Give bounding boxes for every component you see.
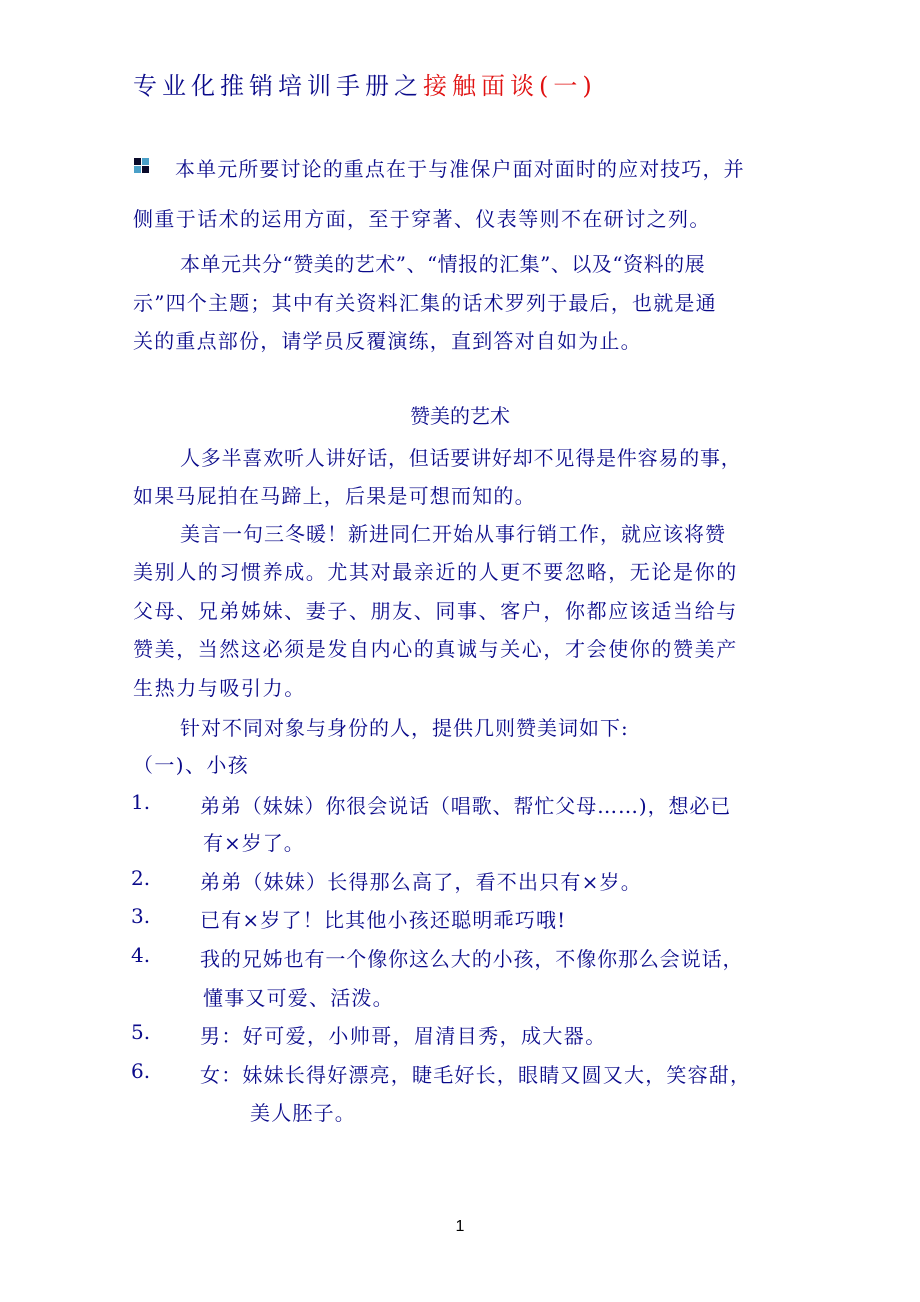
p2-line-5: 生热力与吸引力。: [133, 676, 306, 700]
title-highlight: 接触面谈(一): [423, 72, 597, 100]
subheading-children: （一)、小孩: [133, 753, 250, 777]
list-item-continuation: 美人胚子。: [250, 1101, 356, 1125]
intro-line-1: 本单元所要讨论的重点在于与准保户面对面时的应对技巧，并: [175, 157, 745, 181]
list-item: 女：妹妹长得好漂亮，睫毛好长，眼睛又圆又大，笑容甜，: [200, 1063, 752, 1087]
list-number: 4.: [131, 943, 151, 967]
title-main: 专业化推销培训手册之: [133, 72, 423, 100]
intro-line-2: 侧重于话术的运用方面，至于穿著、仪表等则不在研讨之列。: [133, 207, 711, 231]
list-item: 已有×岁了！比其他小孩还聪明乖巧哦!: [200, 908, 567, 932]
intro2-line-2: 示”四个主题；其中有关资料汇集的话术罗列于最后，也就是通: [133, 291, 717, 315]
list-number: 3.: [131, 904, 151, 928]
document-title: [133, 66, 597, 101]
p2-line-4: 赞美，当然这必须是发自内心的真诚与关心，才会使你的赞美产: [133, 637, 738, 661]
list-item: 我的兄姊也有一个像你这么大的小孩，不像你那么会说话，: [200, 947, 744, 971]
intro2-line-3: 关的重点部份，请学员反覆演练，直到答对自如为止。: [133, 329, 642, 353]
p2-line-3: 父母、兄弟姊妹、妻子、朋友、同事、客户，你都应该适当给与: [133, 599, 738, 623]
list-item: 男：好可爱，小帅哥，眉清目秀，成大器。: [200, 1024, 607, 1048]
list-number: 5.: [131, 1020, 151, 1044]
p1-line-2: 如果马屁拍在马蹄上，后果是可想而知的。: [133, 484, 536, 508]
p2-line-1: 美言一句三冬暖！新进同仁开始从事行销工作，就应该将赞: [180, 522, 726, 546]
p3-line: 针对不同对象与身份的人，提供几则赞美词如下:: [180, 716, 629, 740]
list-number: 1.: [131, 790, 151, 814]
list-item: 弟弟（妹妹）长得那么高了，看不出只有×岁。: [200, 870, 642, 894]
page-number: 1: [455, 1218, 465, 1235]
list-item: 弟弟（妹妹）你很会说话（唱歌、帮忙父母……)，想必已: [200, 794, 732, 818]
section-heading: 赞美的艺术: [410, 404, 510, 428]
p1-line-1: 人多半喜欢听人讲好话，但话要讲好却不见得是件容易的事，: [180, 446, 742, 470]
intro2-line-1: 本单元共分“赞美的艺术”、“情报的汇集”、以及“资料的展: [180, 252, 706, 276]
p2-line-2: 美别人的习惯养成。尤其对最亲近的人更不要忽略，无论是你的: [133, 560, 738, 584]
list-item-continuation: 懂事又可爱、活泼。: [203, 986, 394, 1010]
bullet-square-icon: [134, 158, 149, 173]
list-number: 6.: [131, 1059, 151, 1083]
list-item-continuation: 有×岁了。: [203, 831, 305, 855]
list-number: 2.: [131, 866, 151, 890]
